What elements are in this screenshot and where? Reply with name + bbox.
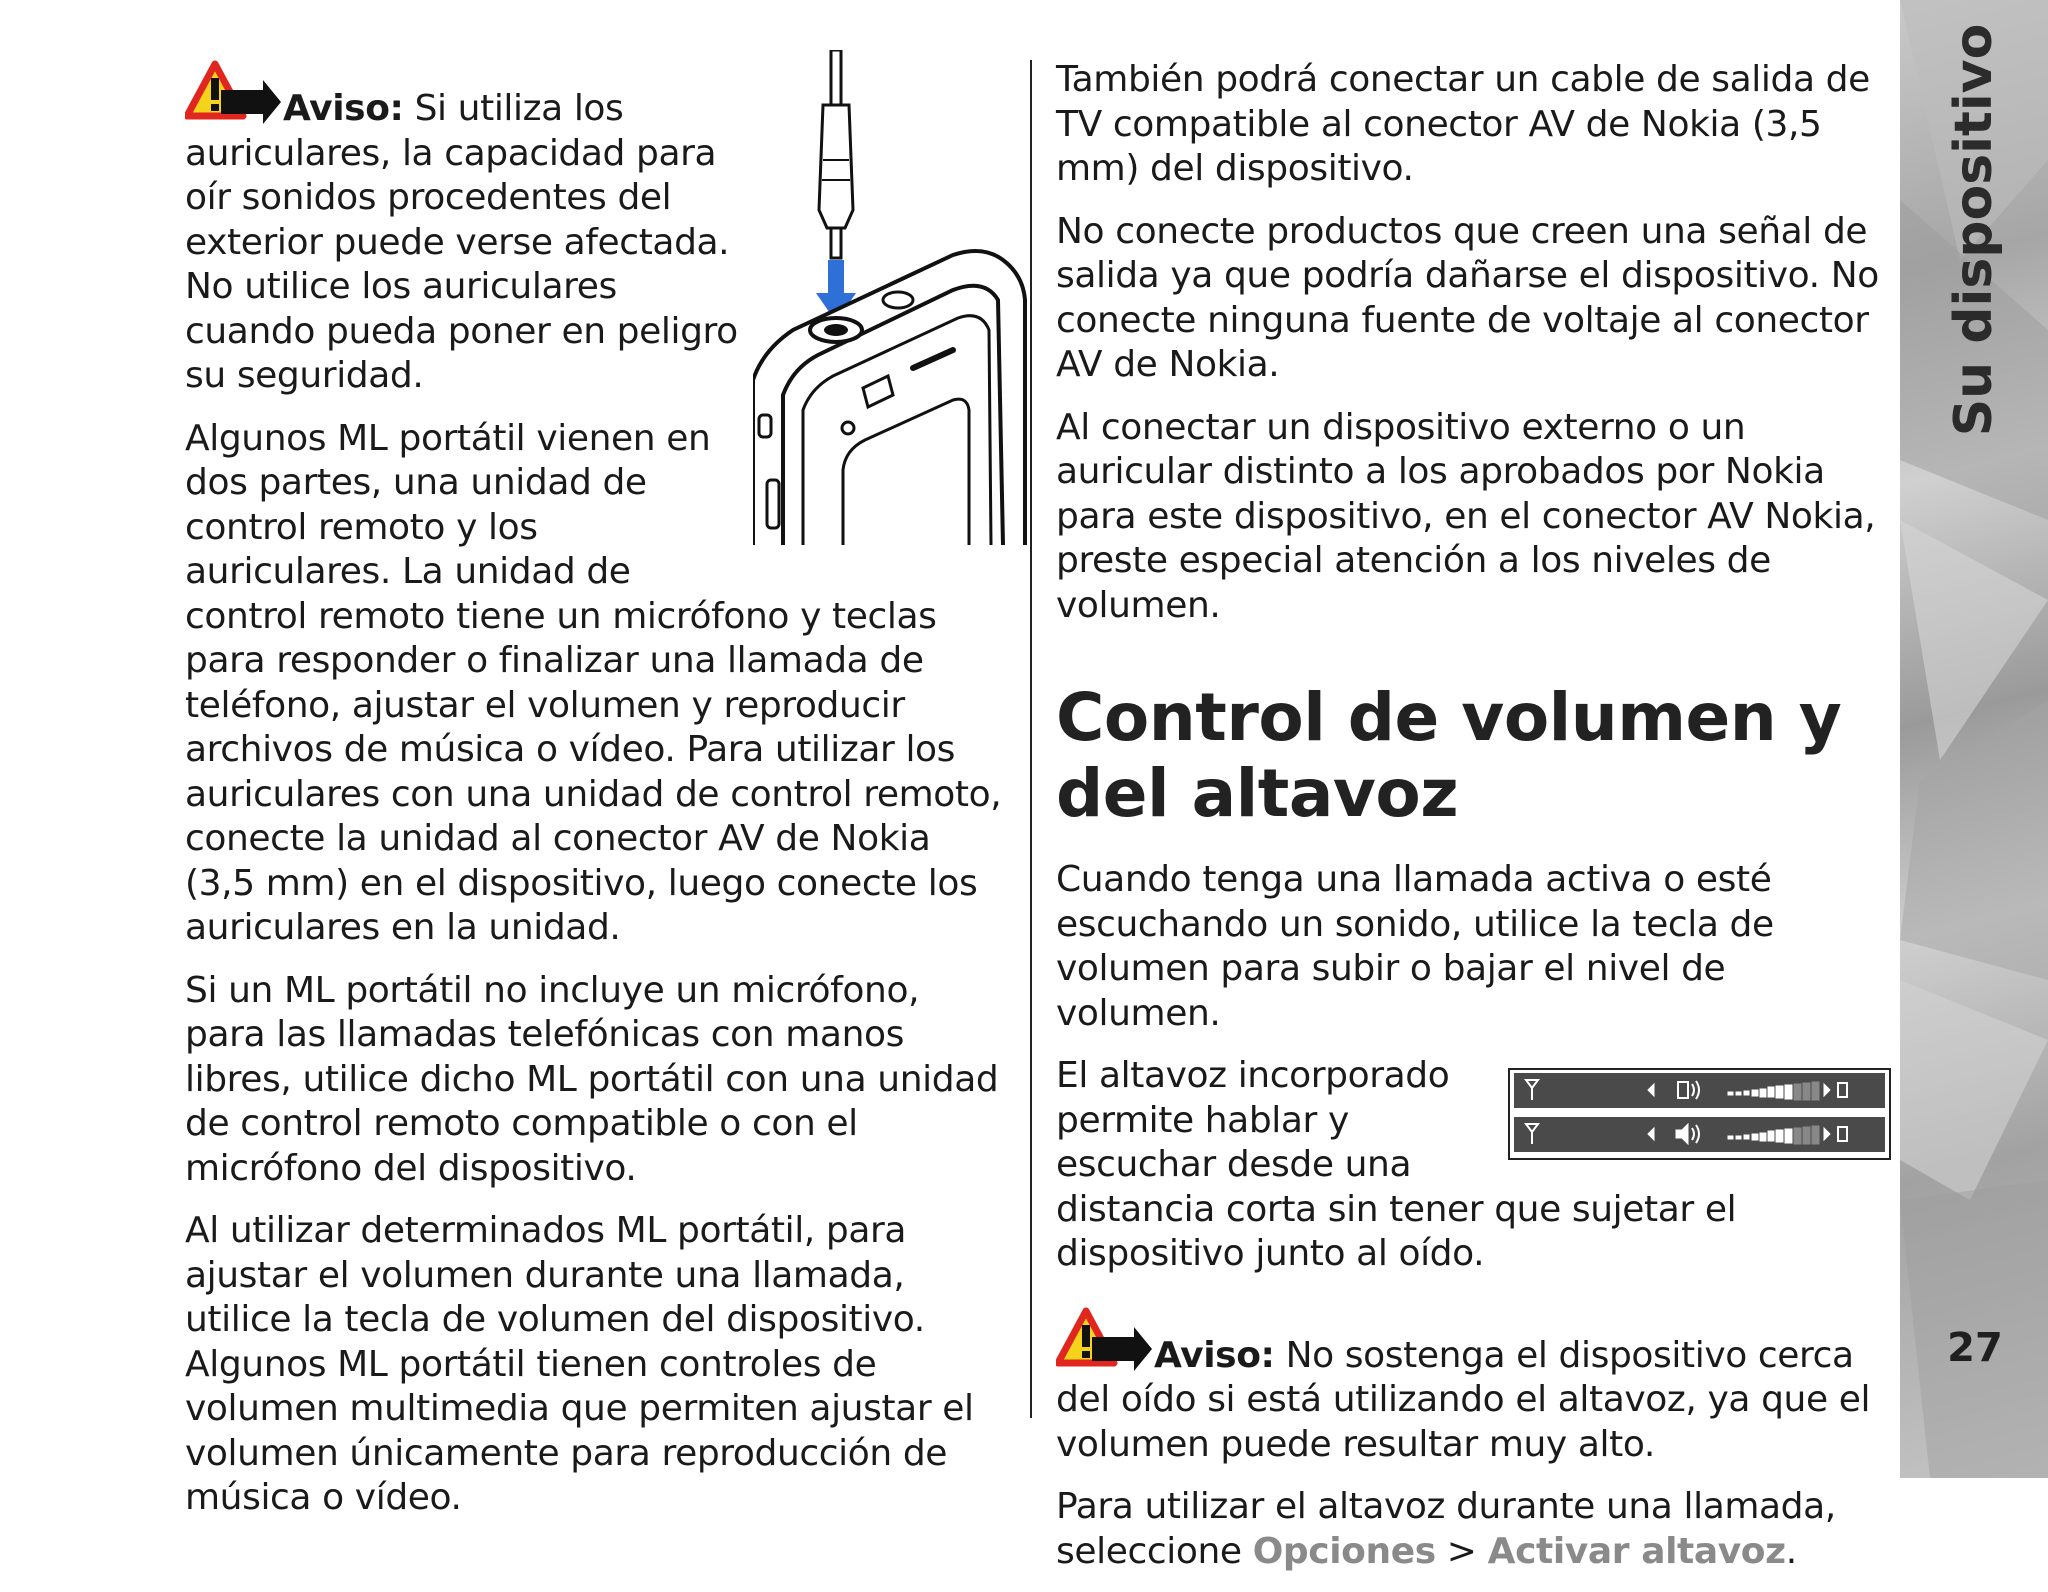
page-number: 27 (1947, 1325, 2003, 1371)
side-tab-label: Su dispositivo (1944, 23, 2004, 437)
paragraph-volume-key: Cuando tenga una llamada activa o esté escuchando un sonido, utilice la tecla de volumen para subir o bajar el nivel de volumen. (1056, 859, 1774, 1034)
paragraph-loudspeaker: El altavoz incorporado permite hablar y escuchar desde una distancia corta sin tener que sujetar el dispositivo junto al oído. (1056, 1055, 1737, 1274)
left-column (185, 60, 1010, 1539)
headset-plug-illustration (753, 50, 1028, 545)
right-column (1056, 58, 1891, 1592)
warning-label: Aviso: (1154, 1334, 1275, 1376)
paragraph-no-output-products: No conecte productos que creen una señal de salida ya que podría dañarse el dispositivo. No conecte ninguna fuente de voltaje al conector AV de Nokia. (1056, 210, 1879, 385)
warning-text: No sostenga el dispositivo cerca del oído si está utilizando el altavoz, ya que el volumen puede resultar muy alto. (1056, 1334, 1871, 1465)
warning-icon (1056, 1307, 1152, 1377)
column-divider (1030, 60, 1032, 1418)
paragraph-activate-loudspeaker (1056, 1485, 1891, 1574)
paragraph-external-device: Al conectar un dispositivo externo o un auricular distinto a los aprobados por Nokia para este dispositivo, en el conector AV Nokia, preste especial atención a los niveles de volumen. (1056, 406, 1876, 626)
section-heading: Control de volumen y del altavoz (1056, 679, 1842, 832)
menu-option-activar-altavoz[interactable]: Activar altavoz (1487, 1530, 1786, 1572)
paragraph-remote-control: Algunos ML portátil vienen en dos partes, una unidad de control remoto y los auriculares. La unidad de control remoto tiene un micrófono y teclas para responder o finalizar una llamada de teléfono, ajustar el volumen y reproducir archivos de música o vídeo. Para utilizar los auriculares con una unidad de control remoto, conecte la unidad al conector AV de Nokia (3,5 mm) en el dispositivo, luego conecte los auriculares en la unidad. (185, 417, 1002, 948)
paragraph-volume-control: Al utilizar determinados ML portátil, para ajustar el volumen durante una llamada, utilice la tecla de volumen del dispositivo. Algunos ML portátil tienen controles de volumen multimedia que permiten ajustar el volumen únicamente para reproducción de música o vídeo. (185, 1210, 974, 1518)
paragraph-no-microphone: Si un ML portátil no incluye un micrófono, para las llamadas telefónicas con manos libres, utilice dicho ML portátil con una unidad de control remoto compatible o con el micrófono del dispositivo. (185, 969, 999, 1189)
volume-indicator-illustration (1508, 1068, 1891, 1160)
warning-label: Aviso: (283, 88, 404, 129)
instruction-prefix: Para utilizar el altavoz durante una llamada, seleccione (1056, 1486, 1836, 1572)
menu-option-opciones[interactable]: Opciones (1252, 1530, 1436, 1572)
paragraph-tv-out: También podrá conectar un cable de salida de TV compatible al conector AV de Nokia (3,5 mm) del dispositivo. (1056, 59, 1870, 189)
warning-icon (185, 60, 281, 130)
menu-path-separator: > (1435, 1530, 1488, 1572)
warning-paragraph-loudspeaker (1056, 1307, 1891, 1468)
instruction-suffix: . (1785, 1530, 1797, 1572)
side-tab-title (1900, 23, 2048, 437)
warning-text: Si utiliza los auriculares, la capacidad para oír sonidos procedentes del exterior puede verse afectada. No utilice los auriculares cuando pueda poner en peligro su seguridad. (185, 88, 738, 396)
